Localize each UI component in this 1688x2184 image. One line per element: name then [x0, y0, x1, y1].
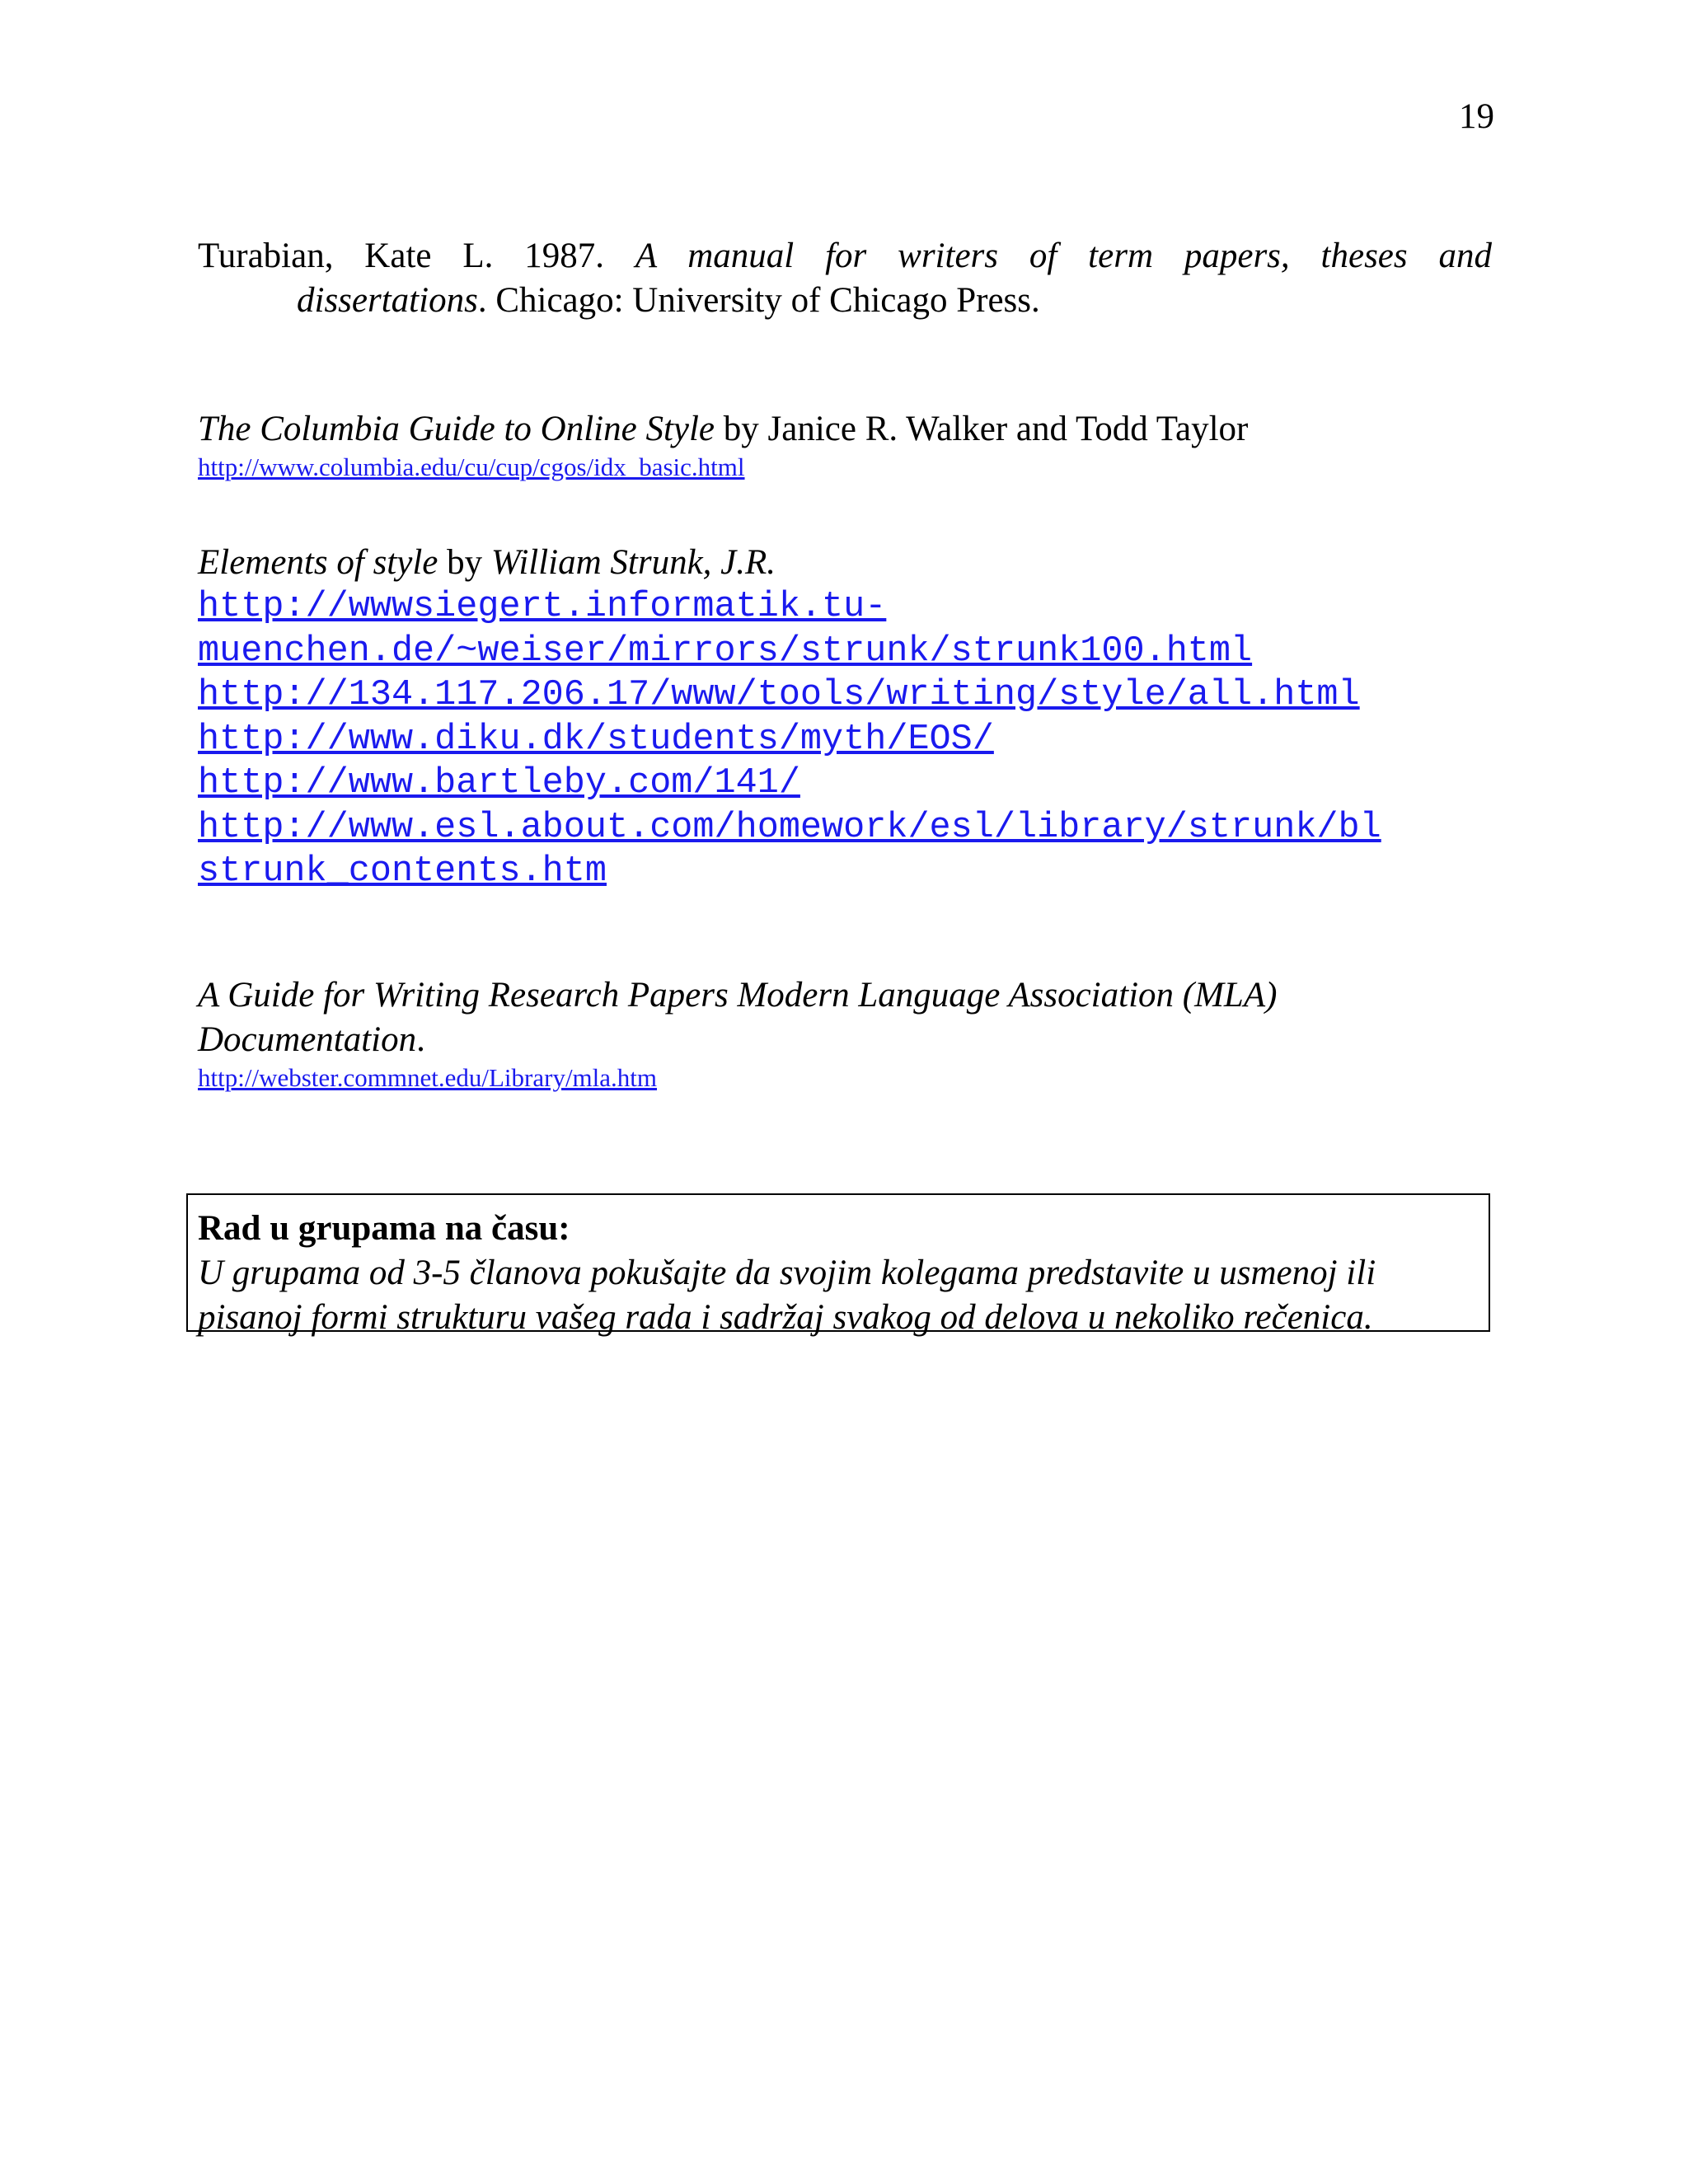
columbia-title-line: [198, 407, 1492, 452]
page-number: 19: [1459, 97, 1494, 136]
mla-period: .: [416, 1020, 425, 1059]
mla-title-line-1: A Guide for Writing Research Papers Modern Language Association (MLA): [198, 976, 1278, 1015]
strunk-link-1a[interactable]: http://wwwsiegert.informatik.tu-: [198, 587, 887, 627]
strunk-link-1b[interactable]: muenchen.de/~weiser/mirrors/strunk/strunk100.html: [198, 630, 1253, 672]
turabian-line-1: [198, 234, 1492, 279]
group-work-line-1: U grupama od 3-5 članova pokušajte da svojim kolegama predstavite u usmenoj ili: [198, 1254, 1376, 1292]
strunk-link-5b[interactable]: strunk_contents.htm: [198, 851, 607, 892]
turabian-title-part1: A manual for writers of term papers, theses and: [635, 237, 1492, 275]
strunk-author: William Strunk, J.R.: [490, 543, 776, 582]
mla-link[interactable]: http://webster.commnet.edu/Library/mla.htm: [198, 1063, 658, 1092]
turabian-author-year: Turabian, Kate L. 1987.: [198, 237, 604, 275]
reference-strunk: [198, 541, 1492, 894]
strunk-link-3[interactable]: http://www.diku.dk/students/myth/EOS/: [198, 719, 994, 760]
strunk-title: Elements of style: [198, 543, 438, 582]
columbia-link[interactable]: http://www.columbia.edu/cu/cup/cgos/idx_basic.html: [198, 452, 745, 481]
strunk-link-2[interactable]: http://134.117.206.17/www/tools/writing/style/all.html: [198, 675, 1360, 715]
reference-mla: [198, 973, 1492, 1094]
turabian-line-2: [198, 279, 1492, 323]
strunk-title-line: [198, 541, 1492, 585]
mla-title-line-2: [198, 1018, 1492, 1062]
reference-turabian: [198, 234, 1492, 323]
turabian-title-part2: dissertations: [297, 281, 478, 320]
strunk-link-4[interactable]: http://www.bartleby.com/141/: [198, 763, 800, 804]
mla-title-line-2-text: Documentation: [198, 1020, 417, 1059]
columbia-authors: by Janice R. Walker and Todd Taylor: [715, 410, 1249, 448]
strunk-by: by: [438, 543, 491, 582]
group-work-title: Rad u grupama na času:: [198, 1209, 570, 1248]
turabian-publisher: . Chicago: University of Chicago Press.: [477, 281, 1040, 320]
reference-columbia: [198, 407, 1492, 483]
columbia-title: The Columbia Guide to Online Style: [198, 410, 715, 448]
group-work-box: [186, 1193, 1490, 1337]
strunk-link-5a[interactable]: http://www.esl.about.com/homework/esl/library/strunk/bl: [198, 807, 1381, 848]
group-work-line-2: pisanoj formi strukturu vašeg rada i sadržaj svakog od delova u nekoliko rečenica.: [198, 1298, 1373, 1337]
